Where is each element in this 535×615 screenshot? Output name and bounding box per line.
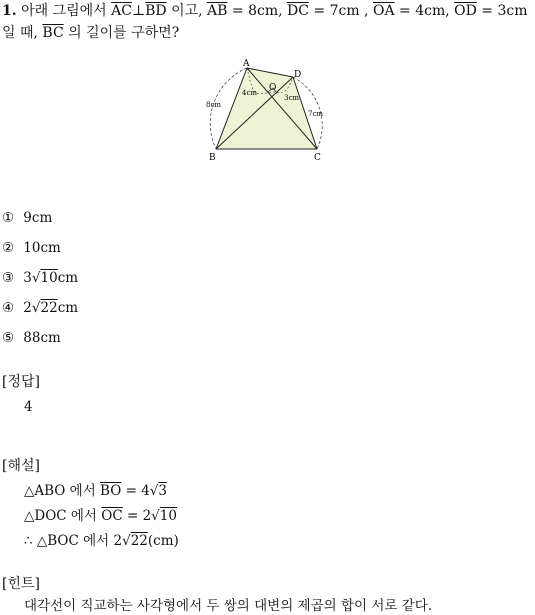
question-line-1: [2, 2, 527, 20]
sqrt-sign: √: [149, 483, 159, 499]
value-dc: = 7cm ,: [308, 3, 373, 19]
choice-text: 88cm: [23, 330, 61, 346]
segment-dc: $\overline{DC}$: [287, 3, 309, 19]
explanation-text: = 2: [122, 508, 152, 524]
explanation-line-1: [24, 482, 167, 500]
choice-marker: ③: [2, 270, 15, 286]
sqrt-sign: √: [151, 508, 160, 524]
explanation-text: = 4: [121, 483, 150, 499]
question-number: 1.: [2, 3, 17, 19]
choice-marker: ②: [2, 240, 15, 256]
explanation-line-3: [24, 532, 179, 550]
explanation-text: △DOC 에서: [24, 508, 102, 524]
question-line-2: [2, 24, 179, 42]
point-o-label: O: [269, 83, 277, 93]
explanation-text: △ABO 에서: [24, 483, 101, 499]
explanation-text: ∴ △BOC 에서 2: [24, 533, 123, 549]
hint-text: 대각선이 직교하는 사각형에서 두 쌍의 대변의 제곱의 합이 서로 같다.: [24, 598, 433, 614]
radicand: 10: [159, 508, 177, 524]
choice-coefficient: 3: [23, 270, 32, 286]
radicand: 22: [130, 533, 148, 549]
value-ab: = 8cm,: [227, 3, 288, 19]
explanation-heading: [해설]: [2, 458, 40, 474]
choice-unit: cm: [57, 300, 79, 316]
segment-ab: $\overline{AB}$: [207, 3, 228, 19]
segment-od: $\overline{OD}$: [454, 3, 477, 19]
explanation-line-2: [24, 507, 177, 525]
value-oa: = 4cm,: [394, 3, 455, 19]
sqrt-sign: √: [31, 270, 41, 286]
choice-3[interactable]: [2, 270, 78, 286]
point-d-label: D: [294, 70, 302, 80]
label-dc: 7cm: [308, 110, 324, 118]
choice-5[interactable]: [2, 330, 61, 346]
segment-bo: $\overline{BO}$: [100, 483, 122, 499]
choice-text: 10cm: [23, 240, 61, 256]
segment-bd: $\overline{BD}$: [145, 3, 167, 19]
question-text: 일 때,: [2, 25, 43, 41]
perpendicular-symbol: ⊥: [131, 3, 146, 19]
question-text: 이고,: [166, 3, 208, 19]
hint-heading: [힌트]: [2, 576, 40, 592]
radicand: 3: [158, 483, 167, 499]
question-text: 아래 그림에서: [21, 3, 112, 19]
segment-oc: $\overline{OC}$: [101, 508, 123, 524]
question-text: 의 길이를 구하면?: [63, 25, 180, 41]
sqrt-sign: √: [122, 533, 131, 549]
choice-coefficient: 2: [23, 300, 32, 316]
sqrt-sign: √: [31, 300, 41, 316]
point-c-label: C: [314, 153, 321, 163]
segment-ac: $\overline{AC}$: [111, 3, 132, 19]
choice-1[interactable]: [2, 210, 52, 226]
label-ab: 8cm: [206, 101, 222, 109]
answer-value: 4: [24, 399, 33, 415]
choice-marker: ①: [2, 210, 15, 226]
segment-bc: $\overline{BC}$: [42, 25, 64, 41]
answer-heading: [정답]: [2, 374, 40, 390]
choice-unit: cm: [57, 270, 79, 286]
explanation-unit: (cm): [147, 533, 179, 549]
label-od: 3cm: [284, 94, 300, 102]
segment-oa: $\overline{OA}$: [372, 3, 395, 19]
point-b-label: B: [209, 153, 216, 163]
radicand: 22: [40, 300, 58, 316]
choice-text: 9cm: [23, 210, 53, 226]
geometry-figure: [200, 55, 335, 165]
choice-marker: ⑤: [2, 330, 15, 346]
choice-4[interactable]: [2, 300, 78, 316]
choice-marker: ④: [2, 300, 15, 316]
choice-2[interactable]: [2, 240, 61, 256]
radicand: 10: [40, 270, 58, 286]
point-a-label: A: [243, 59, 250, 69]
value-od: = 3cm: [476, 3, 528, 19]
label-oa: 4cm: [242, 89, 258, 97]
